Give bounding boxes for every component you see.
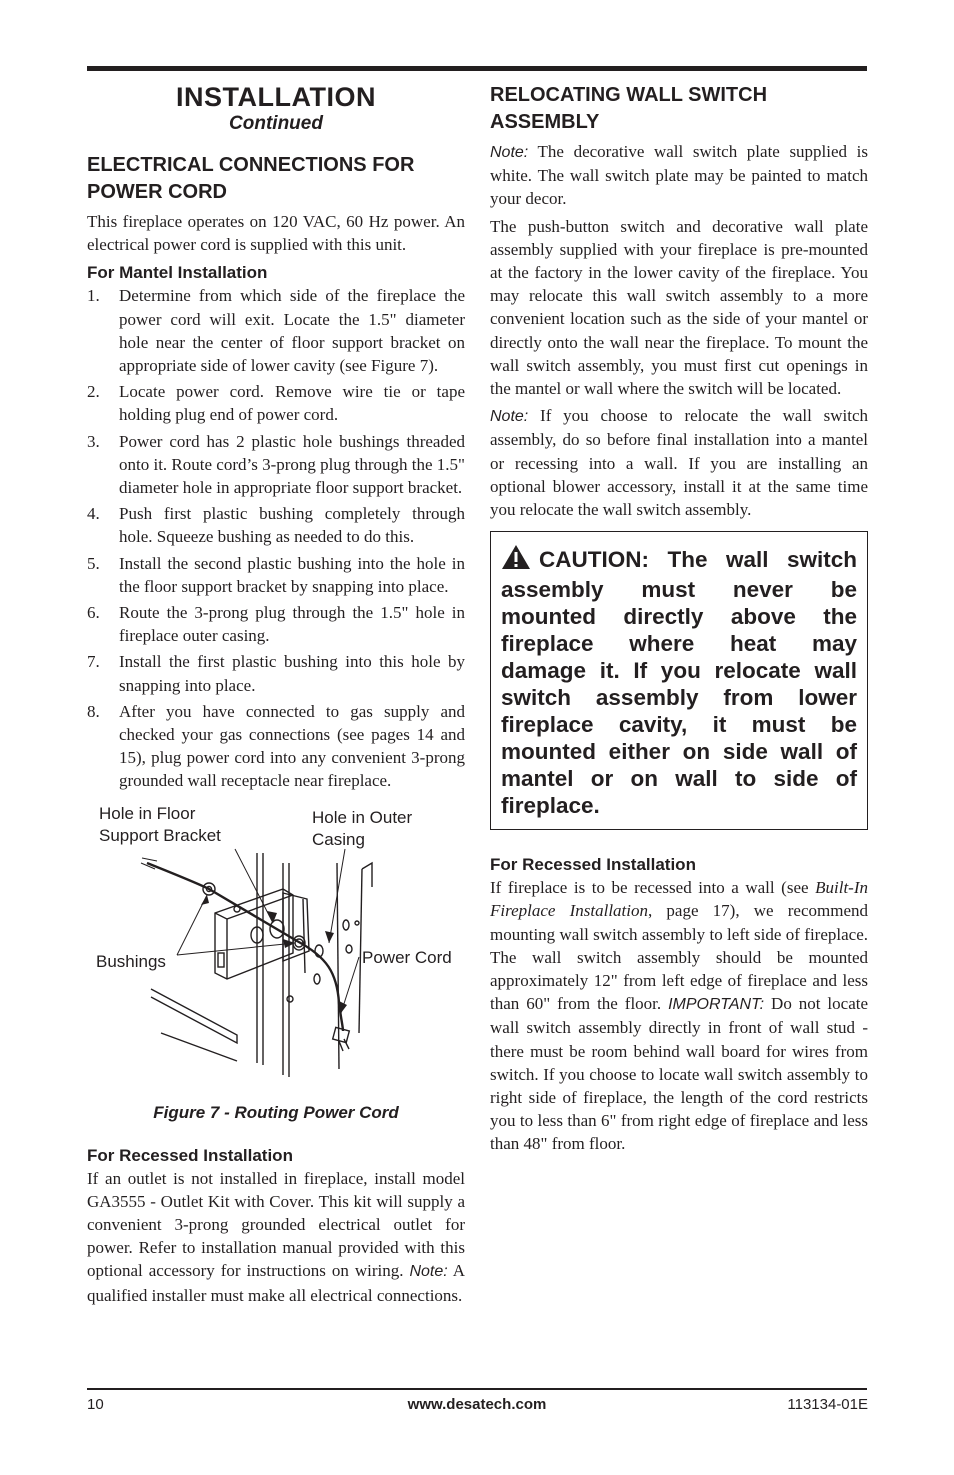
mantel-heading: For Mantel Installation [87, 263, 268, 283]
recessed-text-right: If fireplace is to be recessed into a wall (see Built-In Fireplace Installation, page 17), we recommend mounting wall switch assembly to left side of fireplace. The wall switch assembly should be mounted approximately 12" from left edge of fireplace and less than 60" from the floor. IMPORTANT: Do not locate wall switch assembly directly in front of wall stud - there must be room behind wall board for wires from switch. If you choose to locate wall switch assembly to right side of fireplace, the length of the cord restricts you to less than 6" from right edge of fireplace and less than 48" from floor. [490, 878, 869, 1154]
note-label: Note: [490, 408, 529, 426]
right-column [490, 82, 868, 1160]
list-item: 8. After you have connected to gas supply and checked your gas connections (see pages 14 and 15), plug power cord into any convenient 3-prong grounded wall receptacle near fireplace. [87, 701, 465, 791]
section-subtitle: Continued [229, 113, 323, 134]
list-item: 6. Route the 3-prong plug through the 1.5" hole in fireplace outer casing. [87, 603, 465, 646]
relocating-heading: RELOCATING WALL SWITCH ASSEMBLY [490, 84, 768, 133]
recessed-text-left: If an outlet is not installed in fireplace, install model GA3555 - Outlet Kit with Cover. This kit will supply a convenient 3-prong grounded electrical outlet for power. Refer to installation manual provided with this optional accessory for instructions on wiring. Note: A qualified installer must make all electrical connections. [87, 1168, 466, 1305]
list-item: 1. Determine from which side of the fireplace the power cord will exit. Locate the 1.5" diameter hole near the center of floor support bracket on appropriate side of lower cavity (see Figure 7). [87, 286, 465, 376]
note-relocate: Note: If you choose to relocate the wall switch assembly, do so before final installation into a mantel or recessing into a wall. If you are installing an optional blower accessory, install it at the same time you relocate the wall switch assembly. [490, 406, 869, 520]
important-label: IMPORTANT: [668, 996, 765, 1014]
note-label: Note: [490, 144, 529, 161]
label-hole-outer-casing: Hole in Outer Casing [312, 807, 413, 849]
list-item: 5. Install the second plastic bushing into the hole in the floor support bracket by snapping into place. [87, 553, 465, 596]
relocating-paragraph: The push-button switch and decorative wall plate assembly supplied with your fireplace is pre-mounted at the factory in the lower cavity of the fireplace. You may relocate this wall switch assembly to a more convenient location such as the side of your mantel or directly onto the wall near the fireplace. To mount the wall switch assembly, you must first cut openings in the mantel or wall where the switch will be located. [490, 216, 868, 399]
caution-box [490, 531, 868, 830]
electrical-heading: ELECTRICAL CONNECTIONS FOR POWER CORD [87, 154, 415, 203]
doc-number: 113134-01E [787, 1396, 868, 1413]
label-power-cord: Power Cord [362, 947, 452, 967]
list-item: 2. Locate power cord. Remove wire tie or tape holding plug end of power cord. [87, 382, 465, 425]
section-title: INSTALLATION [176, 82, 376, 112]
label-hole-floor-bracket: Hole in Floor Support Bracket [99, 803, 221, 845]
list-item: 3. Power cord has 2 plastic hole bushings threaded onto it. Route cord’s 3-prong plug through the 1.5" diameter hole in appropriate floor support bracket. [87, 431, 465, 498]
left-column [87, 80, 465, 1311]
mantel-steps [87, 284, 465, 792]
reference-built-in: Built-In Fireplace Installation [490, 878, 868, 921]
warning-icon [501, 544, 531, 576]
list-item: 7. Install the first plastic bushing into this hole by snapping into place. [87, 652, 465, 695]
label-bushings: Bushings [96, 951, 166, 971]
caution-text: CAUTION: The wall switch assembly must never be mounted directly above the fireplace where heat may damage it. If you relocate wall switch assembly from lower fireplace cavity, it must be mounted either on side wall of mantel or on wall to side of fireplace. [501, 547, 857, 819]
note-switch-plate: Note: The decorative wall switch plate supplied is white. The wall switch plate may be painted to match your decor. [490, 142, 868, 209]
figure-caption: Figure 7 - Routing Power Cord [153, 1102, 399, 1122]
recessed-heading-right: For Recessed Installation [490, 855, 696, 875]
note-label: Note: [409, 1263, 448, 1281]
routing-diagram [87, 803, 465, 1103]
page-number: 10 [87, 1396, 104, 1413]
figure-routing-power-cord [87, 803, 465, 1103]
header-rule [87, 66, 867, 71]
electrical-intro: This fireplace operates on 120 VAC, 60 Hz power. An electrical power cord is supplied with this unit. [87, 212, 465, 255]
list-item: 4. Push first plastic bushing completely through hole. Squeeze bushing as needed to do this. [87, 504, 465, 547]
footer-rule [87, 1388, 867, 1390]
recessed-heading-left: For Recessed Installation [87, 1145, 293, 1165]
footer-url: www.desatech.com [407, 1396, 547, 1413]
